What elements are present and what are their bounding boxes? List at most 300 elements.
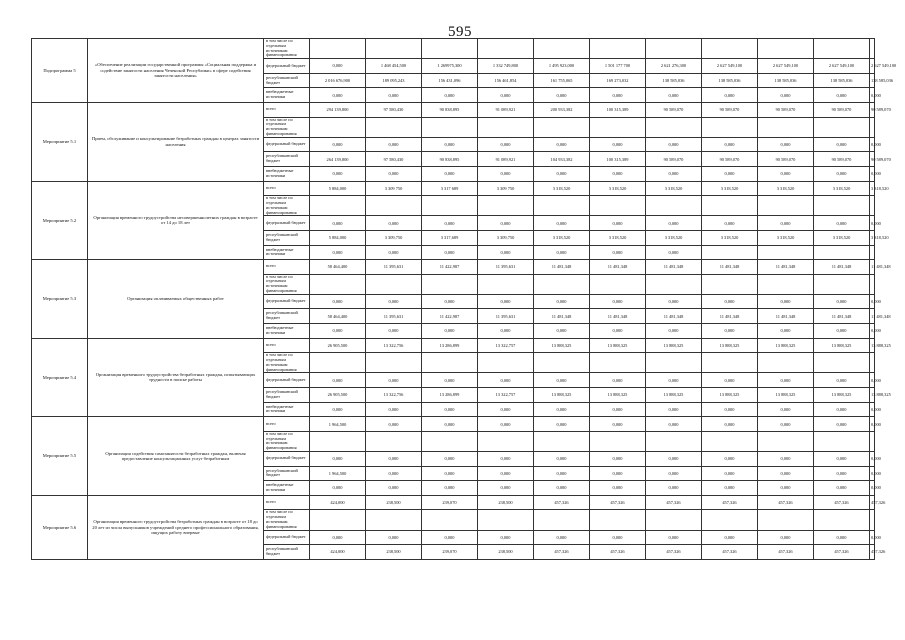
amount-cell: 457,326	[646, 495, 702, 510]
amount-cell: 0,000	[646, 481, 702, 496]
amount-cell: 239,070	[422, 495, 478, 510]
amount-cell: 239,070	[422, 545, 478, 560]
amount-cell: 0,000	[702, 88, 758, 103]
amount-cell: 0,000	[758, 466, 814, 481]
amount-cell: 0,000	[646, 216, 702, 231]
amount-cell	[702, 510, 758, 530]
amount-cell: 457,326	[590, 545, 646, 560]
amount-cell	[590, 431, 646, 451]
amount-cell: 3 318,520	[590, 230, 646, 245]
amount-cell: 0,000	[310, 245, 366, 260]
amount-cell: 238,500	[478, 495, 534, 510]
amount-cell: 0,000	[478, 324, 534, 339]
amount-cell	[590, 39, 646, 59]
amount-cell	[366, 510, 422, 530]
amount-cell	[646, 431, 702, 451]
amount-cell: 0,000	[870, 452, 875, 467]
amount-cell: 0,000	[366, 530, 422, 545]
amount-cell	[590, 510, 646, 530]
amount-cell: 1 964,500	[310, 466, 366, 481]
amount-cell: 138 585,036	[814, 73, 870, 88]
amount-cell: 3 309,750	[478, 230, 534, 245]
amount-cell: 11 481,348	[758, 260, 814, 275]
amount-cell	[422, 196, 478, 216]
amount-cell: 0,000	[758, 402, 814, 417]
group-name: Мероприятие 5.6	[32, 495, 88, 559]
amount-cell	[478, 196, 534, 216]
amount-cell: 0,000	[534, 245, 590, 260]
amount-cell: 0,000	[758, 137, 814, 152]
amount-cell: 457,326	[702, 495, 758, 510]
amount-cell: 0,000	[814, 88, 870, 103]
amount-cell: 13 322,756	[366, 388, 422, 403]
amount-cell: 0,000	[310, 402, 366, 417]
amount-cell: 0,000	[422, 324, 478, 339]
amount-cell: 100 315,389	[590, 152, 646, 167]
amount-cell: 189 095,243	[366, 73, 422, 88]
funding-source-label: федеральный бюджет	[264, 373, 310, 388]
funding-source-label: республиканский бюджет	[264, 545, 310, 560]
amount-cell: 294 139,800	[310, 102, 366, 117]
amount-cell: 0,000	[870, 417, 875, 432]
amount-cell: 11 395,631	[366, 260, 422, 275]
amount-cell: 0,000	[534, 373, 590, 388]
amount-cell: 0,000	[422, 530, 478, 545]
amount-cell: 3 317 689	[422, 181, 478, 196]
amount-cell: 3 318,520	[646, 230, 702, 245]
amount-cell: 457,326	[534, 495, 590, 510]
amount-cell: 0,000	[422, 417, 478, 432]
amount-cell: 0,000	[310, 530, 366, 545]
amount-cell	[366, 353, 422, 373]
amount-cell: 0,000	[534, 452, 590, 467]
amount-cell: 0,000	[478, 245, 534, 260]
amount-cell: 3 318,520	[870, 230, 875, 245]
amount-cell	[590, 196, 646, 216]
funding-source-label: в том числе по отдельным источникам финансирования	[264, 196, 310, 216]
amount-cell: 0,000	[758, 166, 814, 181]
amount-cell: 0,000	[646, 373, 702, 388]
amount-cell: 26 905,500	[310, 338, 366, 353]
amount-cell: 13 888,325	[758, 338, 814, 353]
amount-cell: 104 933,382	[534, 152, 590, 167]
amount-cell	[758, 196, 814, 216]
amount-cell: 0,000	[870, 88, 875, 103]
amount-cell: 0,000	[870, 466, 875, 481]
amount-cell: 138 585,036	[702, 73, 758, 88]
amount-cell: 13 888,325	[814, 338, 870, 353]
amount-cell: 90 589,070	[646, 102, 702, 117]
amount-cell: 13 888,325	[702, 338, 758, 353]
amount-cell: 90 838,895	[422, 102, 478, 117]
amount-cell: 13 888,325	[590, 388, 646, 403]
amount-cell: 3 309,750	[366, 230, 422, 245]
amount-cell: 0,000	[310, 324, 366, 339]
amount-cell	[534, 274, 590, 294]
amount-cell	[310, 431, 366, 451]
funding-source-label: в том числе по отдельным источникам финансирования	[264, 510, 310, 530]
amount-cell: 0,000	[870, 530, 875, 545]
funding-source-label: республиканский бюджет	[264, 466, 310, 481]
amount-cell: 11 481,348	[534, 260, 590, 275]
amount-cell: 0,000	[590, 294, 646, 309]
amount-cell	[366, 431, 422, 451]
amount-cell	[814, 39, 870, 59]
amount-cell: 0,000	[758, 481, 814, 496]
amount-cell	[758, 245, 814, 260]
amount-cell	[870, 196, 875, 216]
amount-cell: 0,000	[366, 373, 422, 388]
amount-cell: 457,326	[534, 545, 590, 560]
amount-cell	[534, 196, 590, 216]
amount-cell: 0,000	[366, 166, 422, 181]
amount-cell	[870, 39, 875, 59]
budget-table	[31, 38, 897, 560]
amount-cell	[814, 510, 870, 530]
amount-cell: 0,000	[366, 88, 422, 103]
amount-cell: 238,500	[478, 545, 534, 560]
amount-cell: 0,000	[478, 88, 534, 103]
amount-cell: 3 318,520	[814, 181, 870, 196]
amount-cell: 11 481,348	[534, 309, 590, 324]
amount-cell: 3 317,689	[422, 230, 478, 245]
amount-cell: 0,000	[422, 137, 478, 152]
funding-source-label: федеральный бюджет	[264, 530, 310, 545]
amount-cell: 0,000	[702, 324, 758, 339]
amount-cell: 2 627 549,100	[758, 59, 814, 74]
amount-cell: 0,000	[534, 481, 590, 496]
amount-cell: 0,000	[870, 166, 875, 181]
amount-cell: 91 089,921	[478, 102, 534, 117]
amount-cell: 0,000	[646, 137, 702, 152]
amount-cell: 0,000	[814, 481, 870, 496]
amount-cell: 1 269975,300	[422, 59, 478, 74]
funding-source-label: внебюджетные источники	[264, 324, 310, 339]
amount-cell: 0,000	[702, 373, 758, 388]
amount-cell: 13 888,325	[646, 388, 702, 403]
amount-cell	[870, 353, 875, 373]
amount-cell	[758, 510, 814, 530]
amount-cell: 0,000	[422, 88, 478, 103]
amount-cell: 0,000	[310, 452, 366, 467]
amount-cell	[590, 274, 646, 294]
amount-cell: 0,000	[478, 530, 534, 545]
amount-cell: 3 309 750	[366, 181, 422, 196]
funding-source-label: федеральный бюджет	[264, 294, 310, 309]
amount-cell: 2 627 549,100	[870, 59, 875, 74]
amount-cell: 0,000	[534, 466, 590, 481]
amount-cell: 3 318,520	[534, 181, 590, 196]
funding-source-label: республиканский бюджет	[264, 230, 310, 245]
amount-cell	[534, 117, 590, 137]
amount-cell	[478, 510, 534, 530]
amount-cell: 13 286,899	[422, 338, 478, 353]
amount-cell: 0,000	[310, 88, 366, 103]
amount-cell: 3 318,520	[814, 230, 870, 245]
amount-cell: 26 905,500	[310, 388, 366, 403]
amount-cell: 0,000	[646, 88, 702, 103]
amount-cell: 5 884,000	[310, 230, 366, 245]
funding-source-label: всего	[264, 102, 310, 117]
amount-cell	[702, 353, 758, 373]
amount-cell: 457,326	[814, 495, 870, 510]
amount-cell: 3 318,520	[758, 181, 814, 196]
amount-cell: 0,000	[814, 216, 870, 231]
amount-cell: 0,000	[478, 481, 534, 496]
amount-cell: 0,000	[870, 216, 875, 231]
amount-cell	[870, 117, 875, 137]
amount-cell	[702, 196, 758, 216]
amount-cell	[702, 39, 758, 59]
amount-cell	[646, 39, 702, 59]
amount-cell: 97 580,430	[366, 152, 422, 167]
amount-cell: 0,000	[702, 402, 758, 417]
amount-cell: 424,000	[310, 545, 366, 560]
group-name: Мероприятие 5.5	[32, 417, 88, 496]
amount-cell: 11 395,631	[366, 309, 422, 324]
amount-cell: 0,000	[814, 530, 870, 545]
amount-cell: 0,000	[758, 452, 814, 467]
amount-cell: 0,000	[702, 166, 758, 181]
amount-cell	[478, 117, 534, 137]
group-name: Мероприятие 5.2	[32, 181, 88, 260]
amount-cell: 13 888,325	[870, 338, 875, 353]
amount-cell: 169 273,032	[590, 73, 646, 88]
funding-source-label: в том числе по отдельным источникам финансирования	[264, 39, 310, 59]
amount-cell: 0,000	[702, 452, 758, 467]
amount-cell: 0,000	[534, 216, 590, 231]
amount-cell: 13 888,325	[870, 388, 875, 403]
funding-source-label: в том числе по отдельным источникам финансирования	[264, 117, 310, 137]
amount-cell: 11 422,987	[422, 260, 478, 275]
amount-cell: 0,000	[814, 166, 870, 181]
amount-cell	[366, 274, 422, 294]
funding-source-label: республиканский бюджет	[264, 73, 310, 88]
amount-cell: 156 461,854	[478, 73, 534, 88]
amount-cell: 0,000	[310, 216, 366, 231]
amount-cell: 200 933,382	[534, 102, 590, 117]
amount-cell	[534, 39, 590, 59]
amount-cell: 0,000	[590, 530, 646, 545]
amount-cell: 161 755,065	[534, 73, 590, 88]
amount-cell: 138 585,036	[758, 73, 814, 88]
amount-cell: 13 322,757	[478, 338, 534, 353]
amount-cell: 58 464,400	[310, 260, 366, 275]
amount-cell: 457,326	[870, 545, 875, 560]
page-number: 595	[448, 24, 472, 40]
amount-cell	[702, 431, 758, 451]
amount-cell: 0,000	[702, 417, 758, 432]
amount-cell: 0,000	[478, 466, 534, 481]
amount-cell: 0,000	[534, 137, 590, 152]
amount-cell: 3 318,520	[702, 181, 758, 196]
amount-cell: 13 888,325	[590, 338, 646, 353]
amount-cell: 1 501 177 700	[590, 59, 646, 74]
amount-cell	[310, 117, 366, 137]
funding-source-label: республиканский бюджет	[264, 388, 310, 403]
table-row	[32, 338, 875, 353]
amount-cell: 0,000	[478, 216, 534, 231]
amount-cell: 0,000	[814, 402, 870, 417]
amount-cell: 138 585,036	[646, 73, 702, 88]
amount-cell: 0,000	[646, 402, 702, 417]
amount-cell: 11 481,348	[590, 260, 646, 275]
amount-cell: 13 888,325	[534, 338, 590, 353]
amount-cell	[870, 510, 875, 530]
amount-cell	[534, 510, 590, 530]
amount-cell: 0,000	[310, 166, 366, 181]
amount-cell: 0,000	[590, 166, 646, 181]
funding-source-label: республиканский бюджет	[264, 152, 310, 167]
amount-cell: 0,000	[590, 137, 646, 152]
amount-cell	[590, 353, 646, 373]
amount-cell: 11 481,348	[870, 309, 875, 324]
amount-cell: 97 580,430	[366, 102, 422, 117]
amount-cell: 238,500	[366, 495, 422, 510]
funding-source-label: внебюджетные источники	[264, 88, 310, 103]
amount-cell: 11 481,348	[814, 309, 870, 324]
table-row	[32, 181, 875, 196]
amount-cell: 0,000	[758, 294, 814, 309]
amount-cell: 0,000	[366, 137, 422, 152]
amount-cell: 0,000	[870, 481, 875, 496]
amount-cell: 0,000	[478, 166, 534, 181]
amount-cell: 0,000	[310, 59, 366, 74]
amount-cell	[646, 117, 702, 137]
amount-cell: 0,000	[814, 324, 870, 339]
amount-cell: 0,000	[366, 216, 422, 231]
amount-cell	[870, 274, 875, 294]
amount-cell: 0,000	[870, 294, 875, 309]
amount-cell	[758, 431, 814, 451]
amount-cell	[310, 353, 366, 373]
amount-cell: 13 888,325	[534, 388, 590, 403]
amount-cell	[366, 196, 422, 216]
amount-cell: 0,000	[534, 166, 590, 181]
amount-cell	[758, 274, 814, 294]
amount-cell: 0,000	[310, 137, 366, 152]
amount-cell: 0,000	[478, 452, 534, 467]
amount-cell	[814, 196, 870, 216]
amount-cell: 0,000	[814, 452, 870, 467]
amount-cell: 0,000	[702, 466, 758, 481]
amount-cell: 0,000	[478, 402, 534, 417]
amount-cell: 11 481,348	[590, 309, 646, 324]
amount-cell	[646, 510, 702, 530]
funding-source-label: всего	[264, 260, 310, 275]
table-row	[32, 417, 875, 432]
amount-cell: 264 139,800	[310, 152, 366, 167]
amount-cell: 13 286,899	[422, 388, 478, 403]
amount-cell: 1 468 454,500	[366, 59, 422, 74]
amount-cell: 3 318,520	[534, 230, 590, 245]
amount-cell: 0,000	[646, 530, 702, 545]
funding-source-label: в том числе по отдельным источникам финансирования	[264, 274, 310, 294]
amount-cell: 457,326	[758, 545, 814, 560]
amount-cell: 0,000	[758, 216, 814, 231]
amount-cell: 0,000	[422, 466, 478, 481]
amount-cell: 3 318,520	[758, 230, 814, 245]
amount-cell	[814, 117, 870, 137]
amount-cell: 0,000	[366, 417, 422, 432]
amount-cell: 0,000	[366, 466, 422, 481]
amount-cell: 0,000	[534, 324, 590, 339]
amount-cell: 0,000	[870, 137, 875, 152]
amount-cell: 0,000	[422, 245, 478, 260]
funding-source-label: в том числе по отдельным источникам финансирования	[264, 353, 310, 373]
amount-cell: 2 627 549,100	[814, 59, 870, 74]
amount-cell: 0,000	[366, 452, 422, 467]
amount-cell: 90 589,070	[814, 102, 870, 117]
amount-cell	[422, 431, 478, 451]
amount-cell: 0,000	[478, 294, 534, 309]
amount-cell: 0,000	[870, 402, 875, 417]
group-name: Мероприятие 5.4	[32, 338, 88, 417]
amount-cell: 0,000	[310, 481, 366, 496]
amount-cell: 90 589,070	[870, 102, 875, 117]
amount-cell: 0,000	[422, 166, 478, 181]
amount-cell: 90 589,070	[702, 152, 758, 167]
amount-cell: 0,000	[310, 294, 366, 309]
amount-cell	[534, 353, 590, 373]
amount-cell: 0,000	[366, 245, 422, 260]
amount-cell: 90 589,070	[702, 102, 758, 117]
amount-cell: 457,326	[590, 495, 646, 510]
amount-cell: 0,000	[422, 481, 478, 496]
amount-cell: 0,000	[814, 373, 870, 388]
amount-cell: 0,000	[590, 452, 646, 467]
amount-cell	[646, 353, 702, 373]
amount-cell: 0,000	[534, 402, 590, 417]
amount-cell: 1 964,500	[310, 417, 366, 432]
group-name: Подпрограмма 5	[32, 39, 88, 103]
amount-cell: 0,000	[758, 88, 814, 103]
amount-cell: 238,500	[366, 545, 422, 560]
amount-cell: 2 016 676,900	[310, 73, 366, 88]
amount-cell: 90 589,070	[758, 152, 814, 167]
amount-cell: 0,000	[590, 373, 646, 388]
amount-cell: 11 481,348	[646, 260, 702, 275]
amount-cell: 5 884,000	[310, 181, 366, 196]
amount-cell	[758, 39, 814, 59]
amount-cell: 457,326	[758, 495, 814, 510]
amount-cell: 0,000	[590, 88, 646, 103]
amount-cell: 0,000	[534, 530, 590, 545]
funding-source-label: федеральный бюджет	[264, 137, 310, 152]
amount-cell: 0,000	[590, 245, 646, 260]
amount-cell: 11 395,631	[478, 260, 534, 275]
amount-cell	[366, 117, 422, 137]
amount-cell: 0,000	[366, 294, 422, 309]
amount-cell: 90 589,070	[814, 152, 870, 167]
amount-cell: 457,326	[646, 545, 702, 560]
funding-source-label: внебюджетные источники	[264, 402, 310, 417]
amount-cell: 11 481,348	[702, 260, 758, 275]
amount-cell: 0,000	[366, 402, 422, 417]
amount-cell	[310, 510, 366, 530]
amount-cell	[478, 431, 534, 451]
amount-cell	[814, 353, 870, 373]
amount-cell: 13 888,325	[814, 388, 870, 403]
funding-source-label: внебюджетные источники	[264, 245, 310, 260]
amount-cell	[310, 39, 366, 59]
amount-cell: 13 322,756	[366, 338, 422, 353]
group-description: Организация временного трудоустройства несовершеннолетних граждан в возрасте от 14 до 18 лет	[88, 181, 264, 260]
amount-cell	[422, 117, 478, 137]
amount-cell	[478, 274, 534, 294]
amount-cell: 0,000	[646, 466, 702, 481]
amount-cell: 0,000	[870, 324, 875, 339]
